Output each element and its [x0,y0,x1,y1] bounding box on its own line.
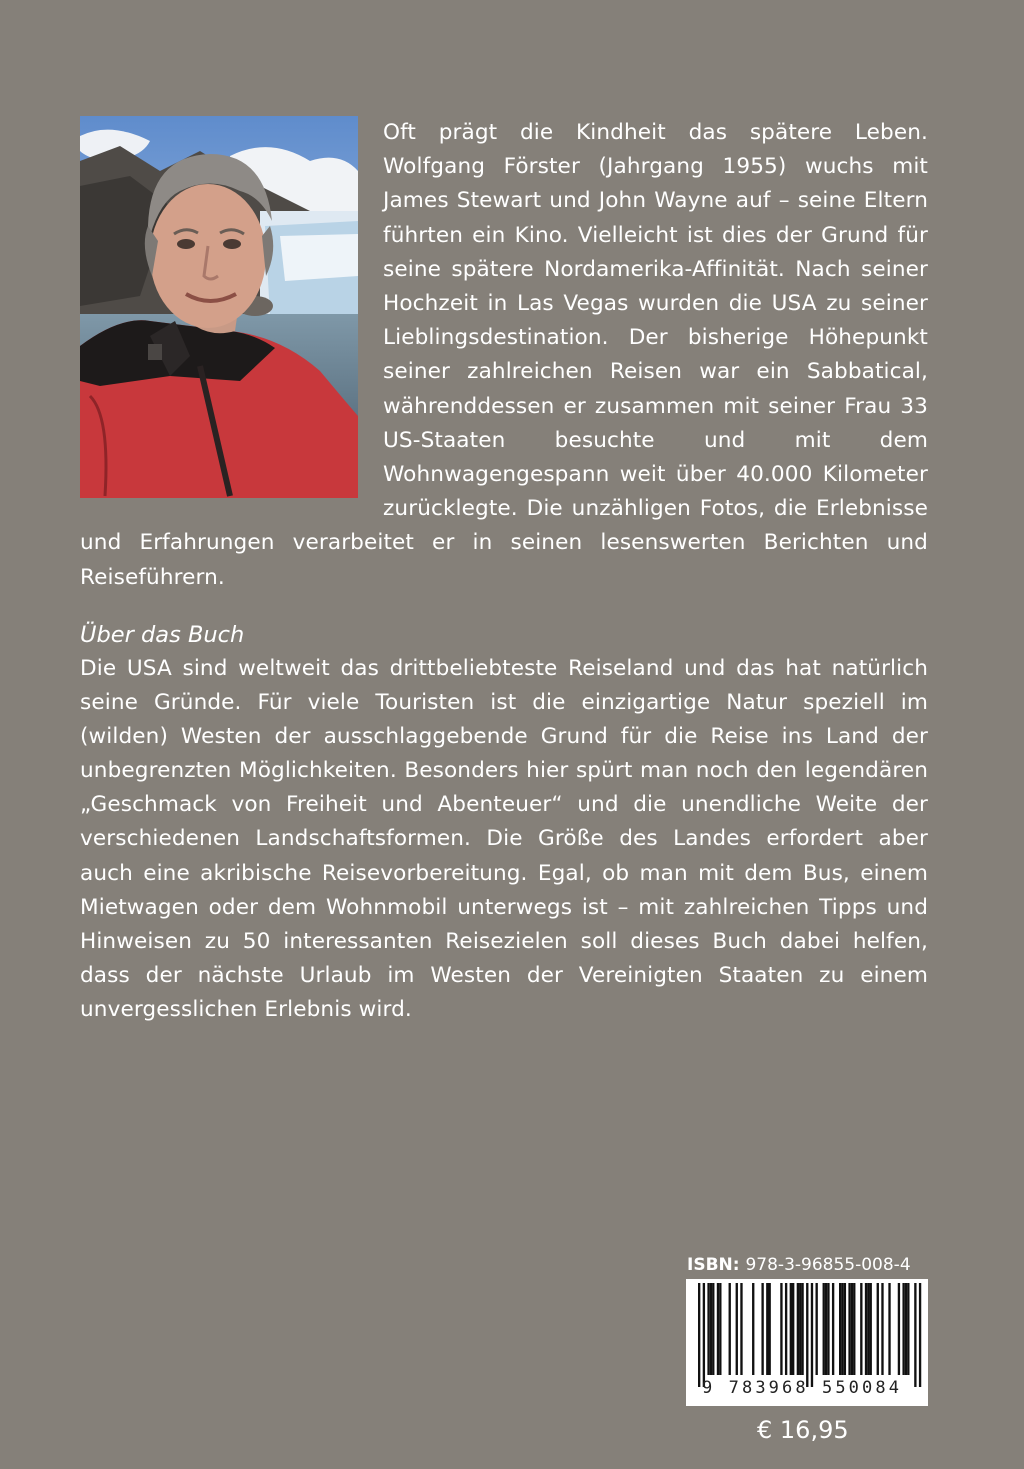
barcode-bar [888,1283,890,1375]
barcode-digits: 9 783968 550084 [702,1378,903,1398]
barcode-bar [853,1283,855,1375]
about-book-title: Über das Buch [80,622,245,648]
barcode-bar [823,1283,825,1375]
barcode-bar [844,1283,846,1375]
barcode-bar [703,1283,705,1387]
barcode-bar [877,1283,879,1375]
barcode-bar [766,1283,768,1375]
barcode-bar [811,1283,813,1387]
barcode-bar [905,1283,907,1375]
barcode-bar [707,1283,709,1375]
price: € 16,95 [757,1416,849,1444]
barcode-bar [799,1283,801,1375]
barcode-bar [867,1283,869,1375]
isbn-value: 978-3-96855-008-4 [745,1255,911,1275]
barcode-bar [719,1283,721,1375]
barcode-bar [851,1283,853,1375]
barcode-bar [792,1283,794,1375]
barcode-bar [736,1283,738,1375]
barcode-bar [797,1283,799,1375]
barcode-bar [827,1283,829,1375]
barcode-bar [801,1283,803,1375]
barcode-bar [806,1283,808,1387]
barcode-bar [790,1283,792,1375]
barcode-bar [898,1283,900,1375]
barcode-bar [825,1283,827,1375]
barcode-bar [841,1283,843,1375]
barcode-bar [839,1283,841,1375]
barcode-bar [848,1283,850,1375]
barcode-bar [816,1283,818,1375]
barcode-bar [881,1283,883,1375]
barcode-bar [717,1283,719,1375]
barcode-bar [785,1283,787,1375]
about-book-text: Die USA sind weltweit das drittbeliebteste Reiseland und das hat natürlich seine Gründe. Für viele Touristen ist die einzigartige Natur speziell im (wilden) Westen der ausschlaggebende Grund für die Reise ins Land der unbegrenzten Möglichkeiten. Besonders hier spürt man noch den legendären „Geschmack von Freiheit und Abenteuer“ und die unendliche Weite der verschiedenen Landschaftsformen. Die Größe des Landes erfordert aber auch eine akribische Reisevorbereitung. Egal, ob man mit dem Bus, einem Mietwagen oder dem Wohnmobil unterwegs ist – mit zahlreichen Tipps und Hinweisen zu 50 interessanten Reisezielen soll dieses Buch dabei helfen, dass der nächste Urlaub im Westen der Vereinigten Staaten zu einem unvergesslichen Erlebnis wird. [80,656,928,1022]
author-bio [80,116,928,595]
barcode-bar [919,1283,921,1387]
barcode-bar [761,1283,763,1375]
barcode-bar [769,1283,771,1375]
barcode-bar [907,1283,909,1375]
barcode-bar [860,1283,862,1375]
barcode-bar [698,1283,700,1387]
barcode-bar [832,1283,834,1375]
barcode-bar [712,1283,714,1375]
barcode-bar [865,1283,867,1375]
barcode [686,1279,928,1406]
barcode-bar [902,1283,904,1375]
barcode-bar [752,1283,754,1375]
barcode-bar [914,1283,916,1387]
barcode-bar [710,1283,712,1375]
barcode-bar [780,1283,782,1375]
isbn-line [687,1254,928,1276]
barcode-bar [729,1283,731,1375]
barcode-bar [870,1283,872,1375]
isbn-label: ISBN: [687,1255,740,1275]
barcode-bar [740,1283,742,1375]
author-bio-text: Oft prägt die Kindheit das spätere Leben. Wolfgang Förster (Jahrgang 1955) wuchs mit James Stewart und John Wayne auf – seine Eltern führten ein Kino. Vielleicht ist dies der Grund für seine spätere Nordamerika-Affinität. Nach seiner Hochzeit in Las Vegas wurden die USA zu seiner Lieblingsdestination. Der bisherige Höhepunkt seiner zahlreichen Reisen war ein Sabbatical, währenddessen er zusammen mit seiner Frau 33 US-Staaten besuchte und mit dem Wohnwagengespann weit über 40.000 Kilometer zurücklegte. Die unzähligen Fotos, die Erlebnisse und Erfahrungen verarbeitet er in seinen lesenswerten Berichten und Reiseführern. [80,120,928,590]
photo-spacer [80,116,383,512]
